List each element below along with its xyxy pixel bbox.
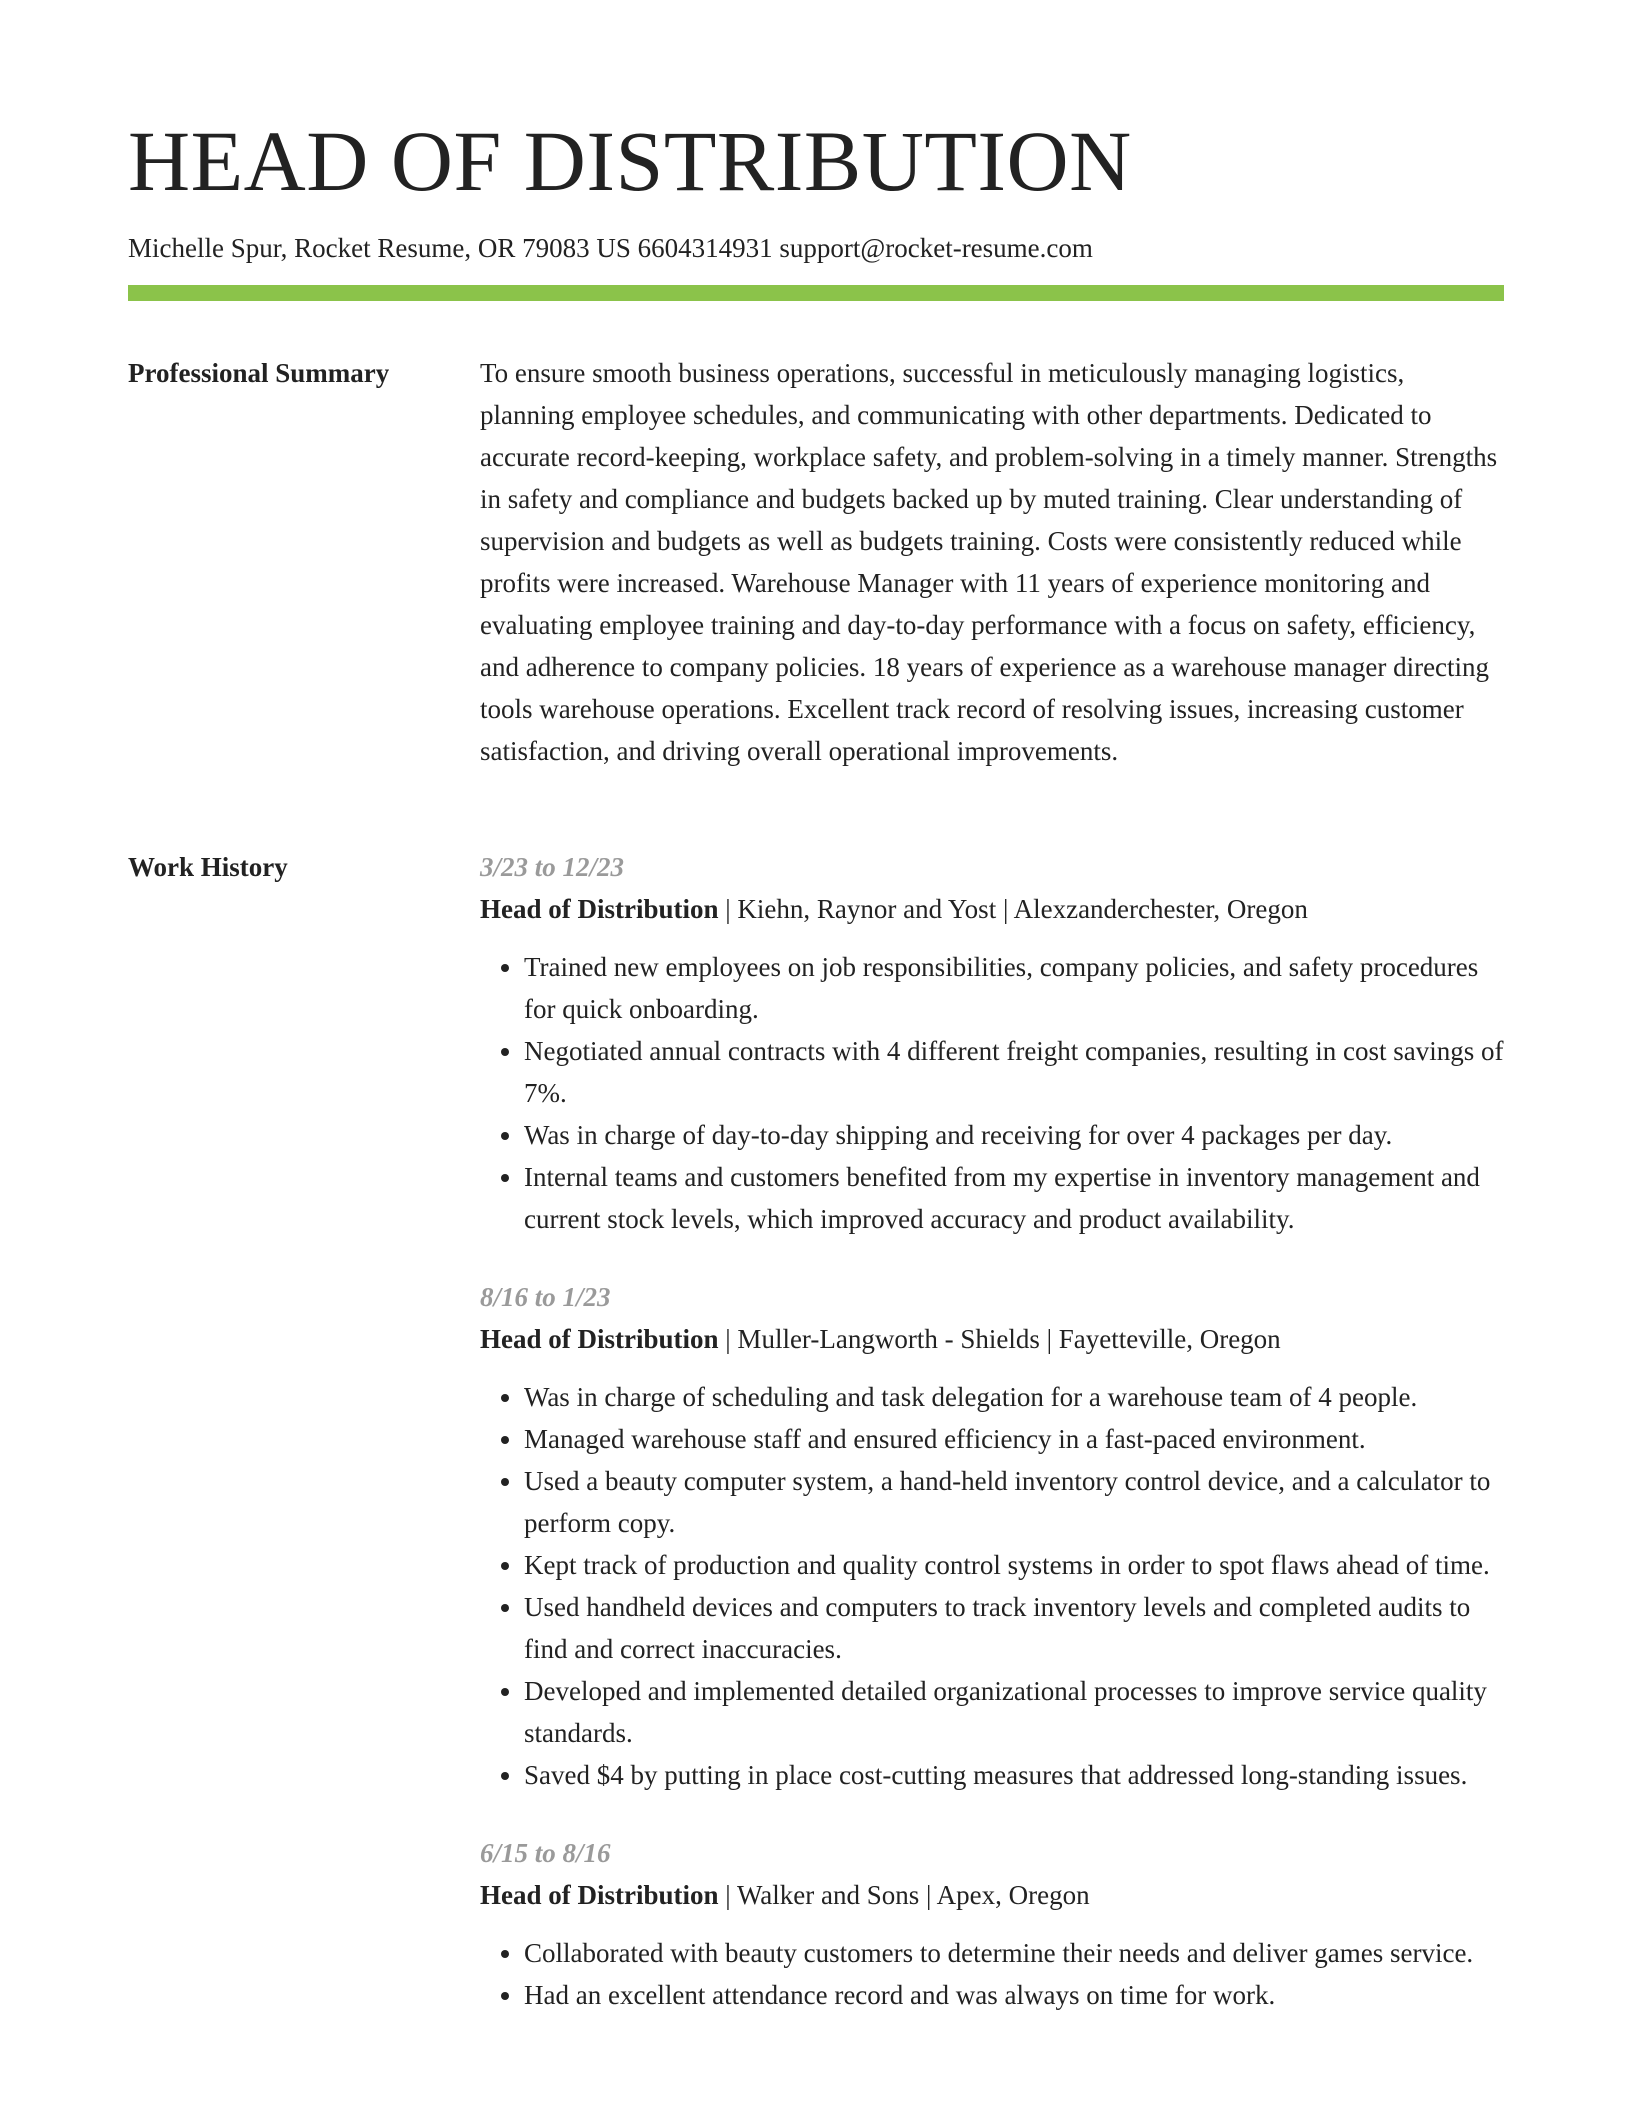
job-entry [480, 1832, 1504, 2016]
job-bullet: • Negotiated annual contracts with 4 different freight companies, resulting in cost savings of 7%. [524, 1030, 1504, 1114]
job-bullet: • Developed and implemented detailed organizational processes to improve service quality standards. [524, 1670, 1504, 1754]
job-entry [480, 1276, 1504, 1796]
job-bullet: • Used handheld devices and computers to track inventory levels and completed audits to find and correct inaccuracies. [524, 1586, 1504, 1670]
job-bullet: • Had an excellent attendance record and was always on time for work. [524, 1974, 1504, 2016]
job-heading [480, 1318, 1504, 1360]
job-bullet-list [480, 1376, 1504, 1796]
job-dates: 3/23 to 12/23 [480, 852, 625, 882]
job-bullet: • Saved $4 by putting in place cost-cutting measures that addressed long-standing issues. [524, 1754, 1504, 1796]
accent-divider [128, 285, 1504, 301]
job-title: Head of Distribution [480, 1324, 719, 1354]
job-dates: 6/15 to 8/16 [480, 1838, 611, 1868]
job-bullet-list [480, 946, 1504, 1240]
job-details: | Kiehn, Raynor and Yost | Alexzanderchester, Oregon [718, 894, 1308, 924]
resume-title: HEAD OF DISTRIBUTION [128, 113, 1132, 209]
job-heading [480, 888, 1504, 930]
job-bullet: • Internal teams and customers benefited from my expertise in inventory management and current stock levels, which improved accuracy and product availability. [524, 1156, 1504, 1240]
work-history-body [480, 846, 1504, 2052]
job-bullet: • Managed warehouse staff and ensured efficiency in a fast-paced environment. [524, 1418, 1504, 1460]
contact-line: Michelle Spur, Rocket Resume, OR 79083 US 6604314931 support@rocket-resume.com [128, 233, 1093, 263]
job-bullet: • Trained new employees on job responsibilities, company policies, and safety procedures for quick onboarding. [524, 946, 1504, 1030]
job-title: Head of Distribution [480, 894, 719, 924]
job-bullet: • Collaborated with beauty customers to determine their needs and deliver games service. [524, 1932, 1504, 1974]
job-bullet: • Kept track of production and quality control systems in order to spot flaws ahead of time. [524, 1544, 1504, 1586]
job-heading [480, 1874, 1504, 1916]
section-label-summary: Professional Summary [128, 358, 390, 388]
job-details: | Muller-Langworth - Shields | Fayetteville, Oregon [718, 1324, 1281, 1354]
job-bullet: • Was in charge of day-to-day shipping and receiving for over 4 packages per day. [524, 1114, 1504, 1156]
section-label-work-history: Work History [128, 852, 288, 882]
summary-body [480, 352, 1504, 772]
job-title: Head of Distribution [480, 1880, 719, 1910]
summary-text: To ensure smooth business operations, successful in meticulously managing logistics, planning employee schedules, and communicating with other departments. Dedicated to accurate record-keeping, workplace safety, and problem-solving in a timely manner. Strengths in safety and compliance and budgets backed up by muted training. Clear understanding of supervision and budgets as well as budgets training. Costs were consistently reduced while profits were increased. Warehouse Manager with 11 years of experience monitoring and evaluating employee training and day-to-day performance with a focus on safety, efficiency, and adherence to company policies. 18 years of experience as a warehouse manager directing tools warehouse operations. Excellent track record of resolving issues, increasing customer satisfaction, and driving overall operational improvements. [480, 358, 1498, 766]
job-entry [480, 846, 1504, 1240]
job-details: | Walker and Sons | Apex, Oregon [718, 1880, 1090, 1910]
job-bullet: • Was in charge of scheduling and task delegation for a warehouse team of 4 people. [524, 1376, 1504, 1418]
job-bullet-list [480, 1932, 1504, 2016]
job-bullet: • Used a beauty computer system, a hand-held inventory control device, and a calculator to perform copy. [524, 1460, 1504, 1544]
job-dates: 8/16 to 1/23 [480, 1282, 611, 1312]
